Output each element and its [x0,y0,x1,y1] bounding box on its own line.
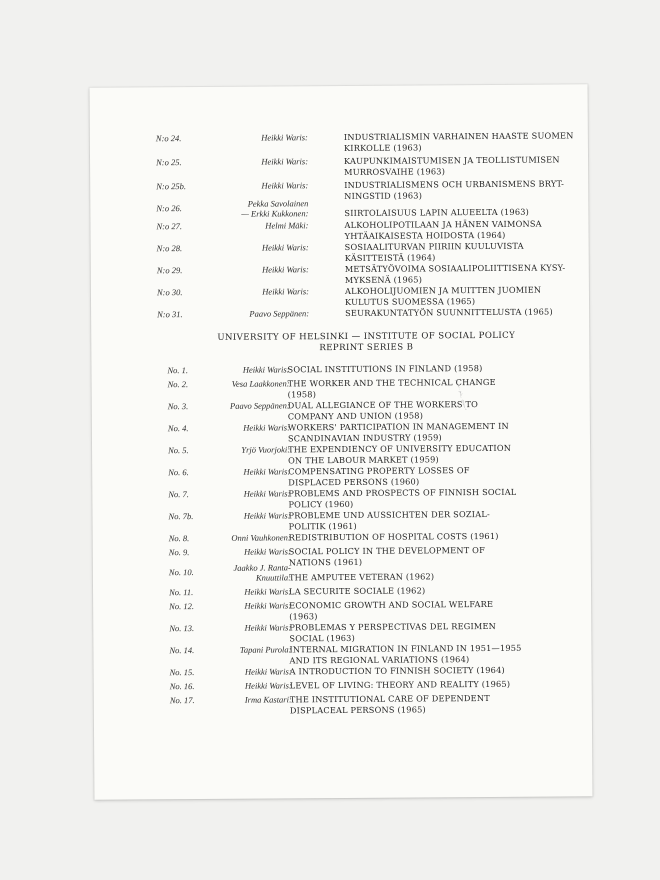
entry-title [288,487,516,510]
entry-author [179,364,289,375]
entry-number: No. 11. [169,587,194,598]
entry-author [181,546,291,557]
entry-author [181,586,291,597]
title-line: SOCIAL INSTITUTIONS IN FINLAND (1958) [287,363,483,375]
author-line: Heikki Waris: [262,264,309,275]
title-line: REDISTRIBUTION OF HOSPITAL COSTS (1961) [288,530,499,543]
entry-number: No. 14. [169,645,195,656]
list-item [169,678,660,692]
entry-title [289,585,425,596]
title-line: SEURAKUNTATYÖN SUUNNITTELUSTA (1965) [345,306,553,318]
list-item [168,544,660,567]
entry-title [344,178,564,201]
author-line: Heikki Waris: [242,364,290,375]
entry-author [197,264,309,275]
author-line: Heikki Waris: [262,286,309,297]
title-line: LEVEL OF LIVING: THEORY AND REALITY (1965) [289,678,511,691]
title-line: ALKOHOLIPOTILAAN JA HÄNEN VAIMONSA [344,218,542,230]
entry-title [289,643,521,666]
entry-number: No. 3. [167,401,189,412]
author-line: Heikki Waris: [261,180,309,191]
entry-number: No. 17. [169,695,195,706]
entry-title [289,599,493,621]
author-line: Heikki Waris: [244,586,292,597]
entry-number: N:o 25. [156,157,182,168]
entry-title [289,571,434,583]
title-line: PROBLEMS AND PROSPECTS OF FINNISH SOCIAL [288,486,517,499]
entry-title [288,443,511,466]
list-item [156,178,654,201]
entry-author [181,532,291,543]
title-line: PROBLEMAS Y PERSPECTIVAS DEL REGIMEN [289,620,497,633]
entry-title [344,130,574,153]
title-line: KULUTUS SUOMESSA (1965) [344,295,476,307]
entry-author [180,422,290,433]
entry-number: N:o 29. [156,265,183,276]
entry-author [197,308,309,319]
title-line: MYKSENÄ (1965) [344,273,423,285]
title-line: NATIONS (1961) [288,556,363,567]
entry-author [197,286,309,297]
entry-number: No. 2. [167,379,189,390]
title-line: THE EXPENDIENCY OF UNIVERSITY EDUCATION [288,442,512,455]
entry-title [344,219,541,241]
entry-number: No. 6. [168,467,189,478]
entry-number: No. 4. [167,423,189,434]
list-item [169,692,660,715]
list-item [155,130,654,153]
entry-title [344,154,560,177]
entry-author [180,444,290,455]
title-line: ECONOMIC GROWTH AND SOCIAL WELFARE [289,598,494,611]
entry-number: N:o 30. [156,287,183,298]
title-line: KÄSITTEISTÄ (1964) [344,251,436,263]
author-line: Heikki Waris: [243,488,291,499]
entry-author [196,180,308,191]
title-line: INTERNAL MIGRATION IN FINLAND IN 1951—1955 [289,642,522,655]
author-line: — Erkki Kukkonen: [241,208,309,219]
entry-title [345,241,524,263]
entry-title [290,693,490,715]
entry-author [180,510,290,521]
author-line: Paavo Seppänen: [229,400,290,411]
entry-title [287,363,482,375]
author-line: Knuuttila: [255,572,291,583]
list-item [156,154,654,177]
title-line: ON THE LABOUR MARKET (1959) [288,453,439,465]
entry-number: No. 7. [168,489,189,500]
author-line: Heikki Waris: [243,422,290,433]
entry-number: N:o 28. [156,243,183,254]
title-line: POLICY (1960) [288,498,354,509]
title-line: KIRKOLLE (1963) [343,141,422,153]
title-line: A INTRODUCTION TO FINNISH SOCIETY (1964) [289,664,505,677]
entry-number: No. 8. [168,533,190,544]
entry-author [197,242,309,253]
entry-title [290,679,511,691]
author-line: Tapani Purola: [239,644,292,655]
title-line: LA SECURITE SOCIALE (1962) [289,585,426,597]
author-line: Heikki Waris: [261,132,308,143]
heading-line: UNIVERSITY OF HELSINKI — INSTITUTE OF SOCIAL POLICY [217,330,516,343]
entry-author [196,220,308,231]
series-a-list [90,84,588,320]
entry-number: N:o 24. [155,133,182,144]
document-page [90,84,593,799]
title-line: METSÄTYÖVOIMA SOSIAALIPOLIITTISENA KYSY- [344,262,566,274]
author-line: Pekka Savolainen [247,198,309,209]
entry-title [345,307,553,319]
entry-number: No. 12. [169,601,194,612]
title-line: SCANDINAVIAN INDUSTRY (1959) [287,431,442,443]
entry-author [181,622,291,633]
entry-title [345,285,541,307]
entry-title [289,621,496,643]
entry-number: No. 15. [169,667,195,678]
title-line: YHTÄAIKAISESTA HOIDOSTA (1964) [344,229,506,241]
entry-number: No. 5. [168,445,189,456]
title-line: THE INSTITUTIONAL CARE OF DEPENDENT [289,692,490,705]
author-line: Heikki Waris: [243,466,291,477]
title-line: SOCIAL POLICY IN THE DEVELOPMENT OF [288,544,485,557]
entry-number: No. 13. [169,623,195,634]
title-line: ALKOHOLIJUOMIEN JA MUITTEN JUOMIEN [344,284,542,296]
entry-author [182,680,292,691]
title-line: SIIRTOLAISUUS LAPIN ALUEELTA (1963) [344,206,530,218]
entry-number: No. 1. [167,365,189,376]
entry-title [344,207,529,219]
entry-title [289,531,499,543]
entry-author [182,666,292,677]
entry-title [288,509,490,531]
entry-title [289,545,485,567]
title-line: (1958) [287,388,317,399]
list-item [167,362,660,376]
title-line: AND ITS REGIONAL VARIATIONS (1964) [289,653,470,665]
entry-number: N:o 31. [157,309,183,320]
author-line: Heikki Waris: [244,622,292,633]
entry-author [180,488,290,499]
entry-title [288,465,470,487]
entry-author [182,694,292,705]
author-line: Jaakko J. Ranta- [233,562,291,573]
title-line: WORKERS' PARTICIPATION IN MANAGEMENT IN [287,420,509,433]
author-line: Vesa Laakkonen: [231,378,290,389]
title-line: (1963) [289,610,318,621]
title-line: INDUSTRIALISMIN VARHAINEN HAASTE SUOMEN [343,130,574,142]
author-line: Yrjö Vuorjoki: [241,444,291,455]
heading-line: REPRINT SERIES B [319,342,414,354]
author-line: Heikki Waris: [261,242,309,253]
title-line: NINGSTID (1963) [344,189,423,201]
author-line: Heikki Waris: [244,680,292,691]
author-line: Heikki Waris: [244,666,292,677]
author-line: Onni Vauhkonen: [231,532,291,543]
title-line: COMPANY AND UNION (1958) [287,409,424,421]
author-line: Heikki Waris: [244,600,292,611]
entry-author [196,156,308,167]
entry-number: No. 7b. [168,511,194,522]
entry-author [181,600,291,611]
entry-number: No. 9. [168,547,190,558]
list-item [167,376,660,399]
author-line: Paavo Seppänen: [249,308,310,319]
author-line: Irma Kastari: [244,694,292,705]
entry-number: N:o 26. [156,203,182,214]
author-line: Helmi Mäki: [265,220,309,231]
entry-author [180,400,290,411]
entry-author [181,644,291,655]
entry-title [290,665,505,677]
title-line: INDUSTRIALISMENS OCH URBANISMENS BRYT- [344,178,565,190]
title-line: COMPENSATING PROPERTY LOSSES OF [288,465,470,477]
title-line: DISPLACED PERSONS (1960) [288,475,420,487]
author-line: Heikki Waris: [261,156,309,167]
title-line: THE WORKER AND THE TECHNICAL CHANGE [287,376,496,389]
title-line: SOCIAL (1963) [289,632,356,643]
entry-author [196,132,308,143]
title-line: SOSIAALITURVAN PIIRIIN KUULUVISTA [344,240,524,252]
author-line: Heikki Waris: [243,510,291,521]
title-line: MURROSVAIHE (1963) [344,165,446,177]
title-line: PROBLEME UND AUSSICHTEN DER SOZIAL- [288,508,490,521]
series-b-heading [201,331,531,355]
entry-number: N:o 27. [156,221,183,232]
title-line: KAUPUNKIMAISTUMISEN JA TEOLLISTUMISEN [344,154,560,166]
title-line: DISPLACEAL PERSONS (1965) [289,703,426,715]
entry-author [196,198,308,219]
author-line: Heikki Waris: [244,546,291,557]
title-line: THE AMPUTEE VETERAN (1962) [288,571,435,583]
entry-author [180,378,290,389]
entry-author [180,466,290,477]
entry-number: No. 16. [169,681,195,692]
entry-number: No. 10. [168,567,194,578]
title-line: POLITIK (1961) [288,520,357,531]
entry-title [345,262,566,285]
list-item [169,584,660,598]
entry-author [181,562,291,583]
list-item [169,598,660,621]
title-line: DUAL ALLEGIANCE OF THE WORKERS TO [287,399,479,411]
entry-number: N:o 25b. [156,181,186,192]
